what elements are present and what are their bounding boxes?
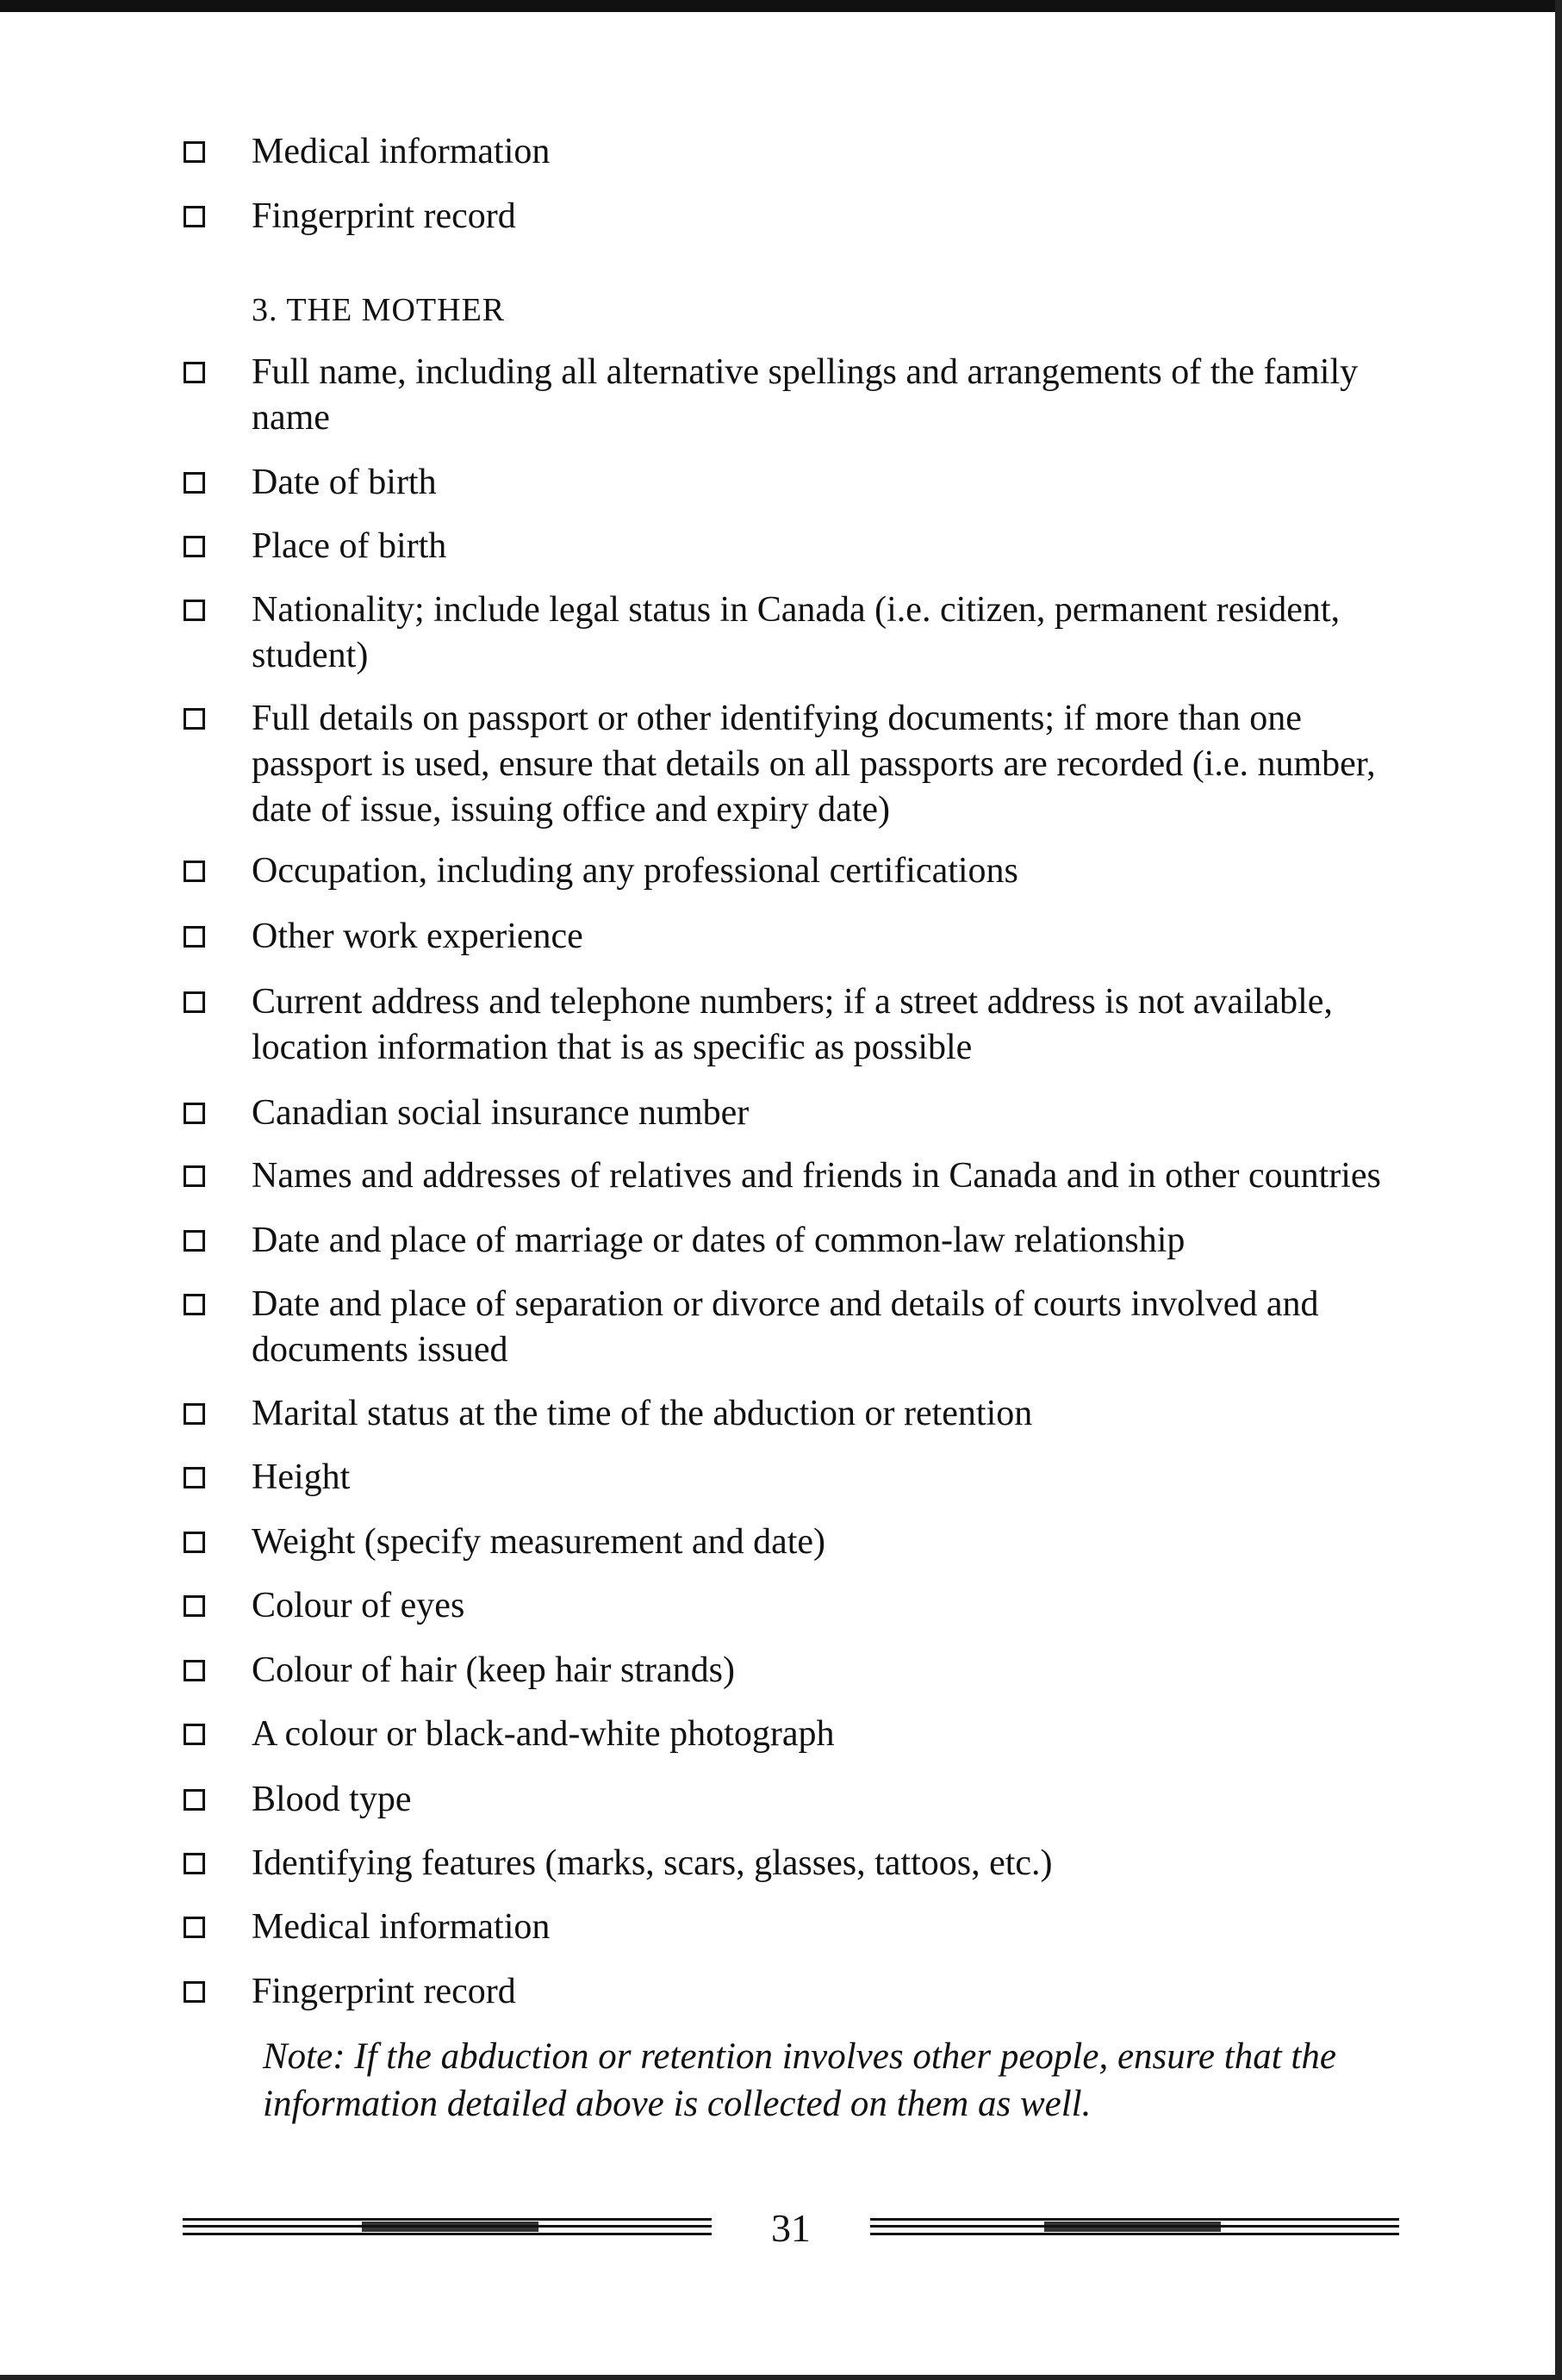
- checkbox-icon[interactable]: [184, 1724, 205, 1745]
- checklist-item: [252, 1218, 1396, 1264]
- checklist-item: [252, 848, 1396, 894]
- checkbox-icon[interactable]: [184, 600, 205, 621]
- checkbox-icon[interactable]: [184, 1917, 205, 1938]
- checkbox-icon[interactable]: [184, 861, 205, 882]
- footer-rule-right: [870, 2218, 1399, 2235]
- checklist-item-text: Colour of eyes: [252, 1586, 465, 1625]
- checklist-item-text: Height: [252, 1457, 351, 1497]
- checklist-item: [252, 1841, 1396, 1886]
- checklist-item: [252, 696, 1396, 833]
- section-heading: 3. THE MOTHER: [252, 292, 506, 328]
- checklist-item: [252, 1455, 1396, 1501]
- checklist-item-text: Fingerprint record: [252, 1972, 516, 2011]
- checklist-item-text: Identifying features (marks, scars, glasses, tattoos, etc.): [252, 1843, 1053, 1883]
- checklist-item: [252, 524, 1396, 569]
- checkbox-icon[interactable]: [184, 926, 205, 948]
- checklist-item-text: Medical information: [252, 1907, 551, 1947]
- checklist-item: [252, 1905, 1396, 1950]
- note-paragraph: Note: If the abduction or retention involves other people, ensure that the information detailed above is collected on them as well.: [263, 2036, 1336, 2124]
- checklist-item-text: Full name, including all alternative spellings and arrangements of the family name: [252, 352, 1359, 438]
- checklist-item-text: Canadian social insurance number: [252, 1093, 750, 1133]
- checklist-item: [252, 1583, 1396, 1629]
- checkbox-icon[interactable]: [184, 708, 205, 730]
- checkbox-icon[interactable]: [184, 1853, 205, 1874]
- checklist-item-text: Full details on passport or other identifying documents; if more than one passport is used, ensure that details on all passports are recorded (i.e. number, date of issue, issuing office and expiry date): [252, 699, 1376, 830]
- checklist-item: [252, 1091, 1396, 1136]
- checklist-item-text: Weight (specify measurement and date): [252, 1522, 826, 1562]
- checklist-item: [252, 1519, 1396, 1565]
- checklist-item-text: Marital status at the time of the abduction or retention: [252, 1394, 1033, 1433]
- checklist-item-text: Date of birth: [252, 463, 437, 502]
- checkbox-icon[interactable]: [184, 362, 205, 383]
- checkbox-icon[interactable]: [184, 1660, 205, 1681]
- checklist-item: [252, 1282, 1396, 1373]
- checklist-item-text: Fingerprint record: [252, 196, 516, 236]
- checklist-item-text: Blood type: [252, 1780, 412, 1819]
- checklist-item-text: Names and addresses of relatives and friends in Canada and in other countries: [252, 1156, 1381, 1196]
- checkbox-icon[interactable]: [184, 1467, 205, 1488]
- checkbox-icon[interactable]: [184, 1230, 205, 1252]
- checkbox-icon[interactable]: [184, 1595, 205, 1617]
- checkbox-icon[interactable]: [184, 472, 205, 494]
- page-number: 31: [771, 2206, 811, 2250]
- checkbox-icon[interactable]: [184, 991, 205, 1013]
- checklist-item-text: A colour or black-and-white photograph: [252, 1714, 835, 1754]
- checkbox-icon[interactable]: [184, 536, 205, 557]
- checklist-item-text: Other work experience: [252, 917, 583, 956]
- checklist-item-text: Place of birth: [252, 526, 447, 566]
- checkbox-icon[interactable]: [184, 206, 205, 227]
- checklist-item: [252, 979, 1396, 1071]
- page-footer: [183, 2206, 1399, 2250]
- checkbox-icon[interactable]: [184, 1294, 205, 1315]
- checklist-item: [252, 194, 1396, 239]
- checkbox-icon[interactable]: [184, 1165, 205, 1187]
- footer-rule-band: [1044, 2222, 1221, 2232]
- checklist-item-text: Date and place of marriage or dates of common-law relationship: [252, 1221, 1186, 1260]
- checkbox-icon[interactable]: [184, 1403, 205, 1425]
- checklist-item: [252, 129, 1396, 175]
- checkbox-icon[interactable]: [184, 1981, 205, 2003]
- checklist-item: [252, 350, 1396, 441]
- checklist-item-text: Current address and telephone numbers; if a street address is not available, location information that is as specific as possible: [252, 982, 1333, 1067]
- checklist-item: [252, 914, 1396, 960]
- checklist-item-text: Date and place of separation or divorce and details of courts involved and documents issued: [252, 1284, 1319, 1370]
- checklist-item-text: Medical information: [252, 132, 551, 171]
- checklist-item-text: Occupation, including any professional certifications: [252, 851, 1018, 891]
- checklist-item: [252, 1712, 1396, 1757]
- checklist-item: [252, 1648, 1396, 1693]
- checkbox-icon[interactable]: [184, 1103, 205, 1124]
- checklist-item: [252, 587, 1396, 679]
- checkbox-icon[interactable]: [184, 1532, 205, 1553]
- checklist-item-text: Colour of hair (keep hair strands): [252, 1650, 735, 1690]
- checkbox-icon[interactable]: [184, 1789, 205, 1811]
- checklist-item: [252, 1777, 1396, 1823]
- checklist-item-text: Nationality; include legal status in Canada (i.e. citizen, permanent resident, student): [252, 590, 1341, 675]
- checkbox-icon[interactable]: [184, 141, 205, 163]
- checklist-item: [252, 1969, 1396, 2015]
- checklist-item: [252, 1391, 1396, 1437]
- checklist-item: [252, 1153, 1396, 1199]
- checklist-item: [252, 460, 1396, 506]
